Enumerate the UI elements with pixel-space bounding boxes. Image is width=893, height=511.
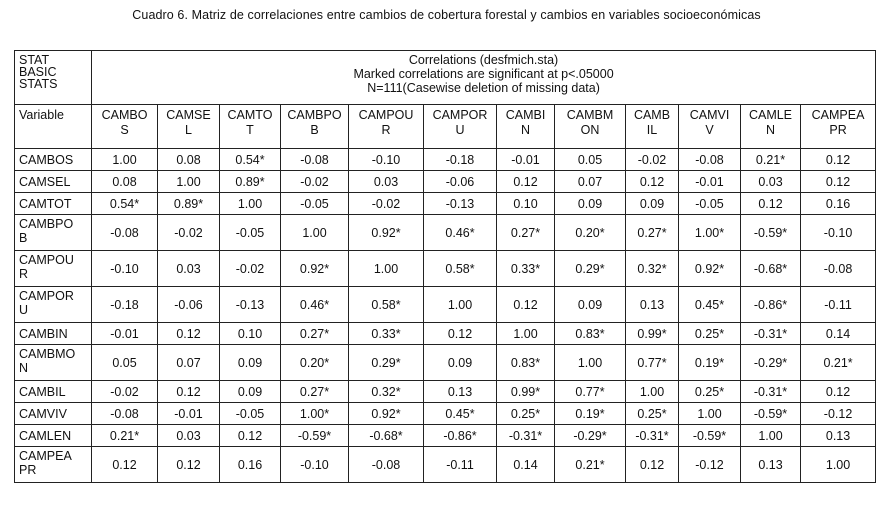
correlation-cell: 0.12	[801, 381, 876, 403]
correlation-cell: 0.12	[424, 323, 497, 345]
correlation-cell: -0.59*	[741, 215, 801, 251]
correlation-cell: -0.13	[220, 287, 281, 323]
correlation-cell: 0.05	[555, 149, 626, 171]
correlation-cell: 0.10	[497, 193, 555, 215]
correlation-cell: 0.09	[555, 193, 626, 215]
row-label	[15, 381, 92, 403]
correlation-cell: 0.33*	[497, 251, 555, 287]
column-header-line: CAMPOU	[358, 108, 414, 122]
correlation-cell: 0.32*	[349, 381, 424, 403]
correlation-cell: 0.09	[220, 345, 281, 381]
table-row	[15, 403, 876, 425]
correlation-cell: 0.12	[92, 447, 158, 483]
correlation-cell: 0.29*	[555, 251, 626, 287]
correlation-cell: 0.12	[497, 171, 555, 193]
column-header-line: L	[185, 123, 192, 137]
correlation-cell: 0.08	[92, 171, 158, 193]
column-header	[741, 105, 801, 149]
correlation-cell: 0.89*	[220, 171, 281, 193]
correlation-cell: 0.21*	[555, 447, 626, 483]
correlation-cell: -0.10	[801, 215, 876, 251]
correlation-cell: 0.12	[158, 323, 220, 345]
row-label-line: PR	[19, 463, 37, 477]
correlation-matrix-table	[14, 50, 876, 483]
title-line: Marked correlations are significant at p<.05000	[353, 67, 614, 81]
row-label-line: CAMBPO	[19, 217, 74, 231]
correlation-cell: 0.25*	[626, 403, 679, 425]
correlation-cell: -0.05	[281, 193, 349, 215]
row-label-line: CAMVIV	[19, 406, 67, 421]
stat-line: STAT	[19, 53, 50, 67]
column-header	[349, 105, 424, 149]
correlation-cell: -0.86*	[741, 287, 801, 323]
correlation-cell: -0.29*	[555, 425, 626, 447]
correlation-cell: 0.46*	[424, 215, 497, 251]
correlation-cell: -0.06	[424, 171, 497, 193]
title-line: Correlations (desfmich.sta)	[408, 53, 559, 67]
row-label-line: CAMPOR	[19, 289, 74, 303]
correlation-cell: 0.12	[626, 171, 679, 193]
row-label	[15, 149, 92, 171]
correlation-cell: -0.02	[158, 215, 220, 251]
correlation-cell: 0.33*	[349, 323, 424, 345]
correlation-cell: 1.00	[220, 193, 281, 215]
correlation-cell: 1.00	[92, 149, 158, 171]
correlation-cell: 0.13	[741, 447, 801, 483]
row-label-line: N	[19, 361, 29, 375]
correlation-cell: 1.00*	[281, 403, 349, 425]
correlation-cell: -0.31*	[741, 381, 801, 403]
correlation-cell: 0.12	[497, 287, 555, 323]
correlation-cell: 0.92*	[679, 251, 741, 287]
correlation-cell: 0.12	[220, 425, 281, 447]
table-row	[15, 323, 876, 345]
column-header-line: U	[455, 123, 465, 137]
correlation-cell: 0.25*	[679, 323, 741, 345]
correlation-cell: 0.25*	[497, 403, 555, 425]
correlation-cell: 0.07	[555, 171, 626, 193]
correlation-cell: 0.12	[158, 447, 220, 483]
correlation-cell: -0.02	[220, 251, 281, 287]
correlation-cell: -0.08	[281, 149, 349, 171]
column-header-line: CAMBM	[566, 108, 614, 122]
correlation-cell: -0.05	[679, 193, 741, 215]
column-header	[424, 105, 497, 149]
correlation-cell: -0.01	[158, 403, 220, 425]
correlation-cell: 0.13	[424, 381, 497, 403]
correlation-cell: 0.03	[158, 425, 220, 447]
correlation-cell: -0.02	[349, 193, 424, 215]
correlation-cell: 1.00	[626, 381, 679, 403]
table-row	[15, 345, 876, 381]
row-label	[15, 287, 92, 323]
correlation-cell: -0.11	[801, 287, 876, 323]
column-header	[281, 105, 349, 149]
correlation-cell: 0.09	[220, 381, 281, 403]
correlation-cell: 1.00	[158, 171, 220, 193]
correlation-cell: -0.12	[679, 447, 741, 483]
correlation-cell: 0.77*	[555, 381, 626, 403]
column-header	[220, 105, 281, 149]
column-header-line: IL	[646, 123, 658, 137]
correlation-cell: -0.31*	[497, 425, 555, 447]
correlation-cell: 0.54*	[220, 149, 281, 171]
correlation-cell: -0.86*	[424, 425, 497, 447]
correlation-cell: 0.89*	[158, 193, 220, 215]
correlation-cell: 0.27*	[281, 381, 349, 403]
correlation-cell: 1.00*	[679, 215, 741, 251]
correlation-cell: 0.12	[741, 193, 801, 215]
correlation-cell: -0.02	[92, 381, 158, 403]
column-header	[801, 105, 876, 149]
column-header-line: CAMPOR	[432, 108, 488, 122]
row-label-line: CAMPOU	[19, 253, 74, 267]
column-header-line: CAMBO	[101, 108, 148, 122]
correlation-cell: 0.45*	[424, 403, 497, 425]
column-header	[497, 105, 555, 149]
correlation-cell: 1.00	[801, 447, 876, 483]
table-row	[15, 287, 876, 323]
correlation-cell: 0.46*	[281, 287, 349, 323]
title-line: N=111(Casewise deletion of missing data)	[367, 81, 600, 95]
correlation-cell: -0.08	[92, 215, 158, 251]
table-row	[15, 171, 876, 193]
correlation-cell: -0.10	[281, 447, 349, 483]
correlation-cell: 0.21*	[92, 425, 158, 447]
row-label	[15, 323, 92, 345]
correlation-cell: 0.03	[741, 171, 801, 193]
correlation-cell: 0.29*	[349, 345, 424, 381]
correlation-cell: 0.32*	[626, 251, 679, 287]
correlation-cell: -0.08	[92, 403, 158, 425]
correlation-cell: -0.08	[679, 149, 741, 171]
correlation-cell: 1.00	[281, 215, 349, 251]
stat-line: STATS	[19, 77, 58, 91]
row-label-line: R	[19, 267, 29, 281]
correlation-cell: 1.00	[555, 345, 626, 381]
correlation-cell: 0.92*	[349, 403, 424, 425]
correlation-cell: 0.16	[801, 193, 876, 215]
row-label-line: U	[19, 303, 29, 317]
row-label-line: CAMSEL	[19, 174, 71, 189]
column-header-line: B	[310, 123, 319, 137]
correlation-cell: 0.92*	[349, 215, 424, 251]
correlation-cell: 0.27*	[281, 323, 349, 345]
correlation-cell: -0.02	[626, 149, 679, 171]
correlation-cell: -0.01	[679, 171, 741, 193]
table-row	[15, 251, 876, 287]
table-caption: Cuadro 6. Matriz de correlaciones entre cambios de cobertura forestal y cambios en variables socioeconómicas	[132, 8, 761, 22]
column-header-line: PR	[829, 123, 847, 137]
correlation-cell: 0.10	[220, 323, 281, 345]
row-label	[15, 171, 92, 193]
row-label	[15, 193, 92, 215]
row-label	[15, 251, 92, 287]
row-label-line: CAMTOT	[19, 196, 72, 211]
correlation-cell: -0.18	[424, 149, 497, 171]
row-label	[15, 215, 92, 251]
correlation-cell: 1.00	[679, 403, 741, 425]
correlation-cell: -0.68*	[349, 425, 424, 447]
correlation-cell: 0.20*	[281, 345, 349, 381]
correlation-cell: 0.13	[626, 287, 679, 323]
row-label-line: CAMLEN	[19, 428, 72, 443]
table-row	[15, 215, 876, 251]
column-header-line: CAMLE	[748, 108, 793, 122]
correlation-cell: 0.77*	[626, 345, 679, 381]
column-header-row	[15, 105, 876, 149]
column-header-line: V	[705, 123, 714, 137]
correlation-cell: -0.18	[92, 287, 158, 323]
correlation-cell: -0.59*	[679, 425, 741, 447]
column-header-line: T	[246, 123, 254, 137]
row-label-line: CAMBMO	[19, 347, 76, 361]
correlation-cell: 0.83*	[497, 345, 555, 381]
correlation-table-wrapper	[14, 50, 876, 483]
correlation-cell: 0.19*	[679, 345, 741, 381]
correlation-cell: -0.11	[424, 447, 497, 483]
correlation-cell: 0.99*	[626, 323, 679, 345]
correlation-cell: 0.13	[801, 425, 876, 447]
row-label-line: CAMBIN	[19, 326, 68, 341]
correlation-cell: -0.10	[349, 149, 424, 171]
correlation-cell: -0.05	[220, 215, 281, 251]
correlation-cell: -0.10	[92, 251, 158, 287]
correlation-cell: -0.59*	[281, 425, 349, 447]
correlation-cell: 0.20*	[555, 215, 626, 251]
title-row	[15, 51, 876, 105]
correlation-cell: -0.05	[220, 403, 281, 425]
correlation-cell: 0.21*	[741, 149, 801, 171]
correlation-cell: 0.12	[801, 171, 876, 193]
correlation-cell: -0.01	[497, 149, 555, 171]
column-header-line: CAMBI	[505, 108, 546, 122]
correlation-cell: -0.02	[281, 171, 349, 193]
row-label	[15, 403, 92, 425]
correlation-cell: 0.45*	[679, 287, 741, 323]
correlation-cell: 0.12	[801, 149, 876, 171]
table-row	[15, 149, 876, 171]
table-row	[15, 425, 876, 447]
correlation-cell: 0.14	[497, 447, 555, 483]
correlation-cell: 0.14	[801, 323, 876, 345]
column-header-line: CAMPEA	[811, 108, 865, 122]
correlation-cell: 1.00	[741, 425, 801, 447]
correlation-cell: 1.00	[497, 323, 555, 345]
correlation-cell: 0.03	[349, 171, 424, 193]
correlation-cell: 0.09	[626, 193, 679, 215]
row-label	[15, 447, 92, 483]
correlation-cell: 0.92*	[281, 251, 349, 287]
table-row	[15, 193, 876, 215]
correlation-cell: 0.03	[158, 251, 220, 287]
correlation-cell: -0.31*	[741, 323, 801, 345]
correlation-cell: -0.59*	[741, 403, 801, 425]
correlation-cell: 1.00	[349, 251, 424, 287]
correlation-cell: -0.01	[92, 323, 158, 345]
column-header-line: N	[520, 123, 531, 137]
correlation-cell: 0.12	[158, 381, 220, 403]
correlation-cell: 0.27*	[497, 215, 555, 251]
column-header-line: R	[381, 123, 391, 137]
correlation-cell: -0.31*	[626, 425, 679, 447]
column-header-line: CAMSE	[166, 108, 211, 122]
correlation-cell: -0.13	[424, 193, 497, 215]
column-header-line: CAMVI	[689, 108, 730, 122]
stat-line: BASIC	[19, 65, 57, 79]
correlation-cell: 0.05	[92, 345, 158, 381]
correlation-cell: -0.29*	[741, 345, 801, 381]
column-header	[679, 105, 741, 149]
column-header	[92, 105, 158, 149]
row-label	[15, 345, 92, 381]
correlation-cell: 0.19*	[555, 403, 626, 425]
row-label-line: CAMBIL	[19, 384, 66, 399]
row-label-line: B	[19, 231, 28, 245]
correlation-cell: 0.58*	[424, 251, 497, 287]
correlation-cell: -0.12	[801, 403, 876, 425]
correlation-cell: 0.99*	[497, 381, 555, 403]
row-label-line: CAMBOS	[19, 152, 74, 167]
column-header-line: ON	[580, 123, 600, 137]
correlation-cell: 0.07	[158, 345, 220, 381]
variable-header: Variable	[15, 105, 92, 149]
correlation-cell: 0.58*	[349, 287, 424, 323]
correlation-cell: 0.09	[555, 287, 626, 323]
correlation-cell: 0.08	[158, 149, 220, 171]
table-row	[15, 381, 876, 403]
column-header-line: CAMB	[633, 108, 671, 122]
stat-basic-stats-label	[15, 51, 92, 105]
column-header	[158, 105, 220, 149]
correlation-cell: -0.68*	[741, 251, 801, 287]
correlation-cell: 0.25*	[679, 381, 741, 403]
correlation-cell: 0.54*	[92, 193, 158, 215]
correlation-cell: 1.00	[424, 287, 497, 323]
correlation-cell: -0.06	[158, 287, 220, 323]
column-header-line: N	[765, 123, 776, 137]
column-header	[555, 105, 626, 149]
column-header	[626, 105, 679, 149]
column-header-line: CAMBPO	[287, 108, 342, 122]
column-header-line: S	[120, 123, 129, 137]
correlation-cell: 0.27*	[626, 215, 679, 251]
correlation-cell: 0.12	[626, 447, 679, 483]
correlation-cell: 0.16	[220, 447, 281, 483]
table-title	[92, 51, 876, 105]
correlation-cell: 0.83*	[555, 323, 626, 345]
table-row	[15, 447, 876, 483]
correlation-cell: -0.08	[349, 447, 424, 483]
column-header-line: CAMTO	[227, 108, 273, 122]
row-label-line: CAMPEA	[19, 449, 72, 463]
correlation-cell: 0.09	[424, 345, 497, 381]
row-label	[15, 425, 92, 447]
correlation-cell: 0.21*	[801, 345, 876, 381]
correlation-cell: -0.08	[801, 251, 876, 287]
